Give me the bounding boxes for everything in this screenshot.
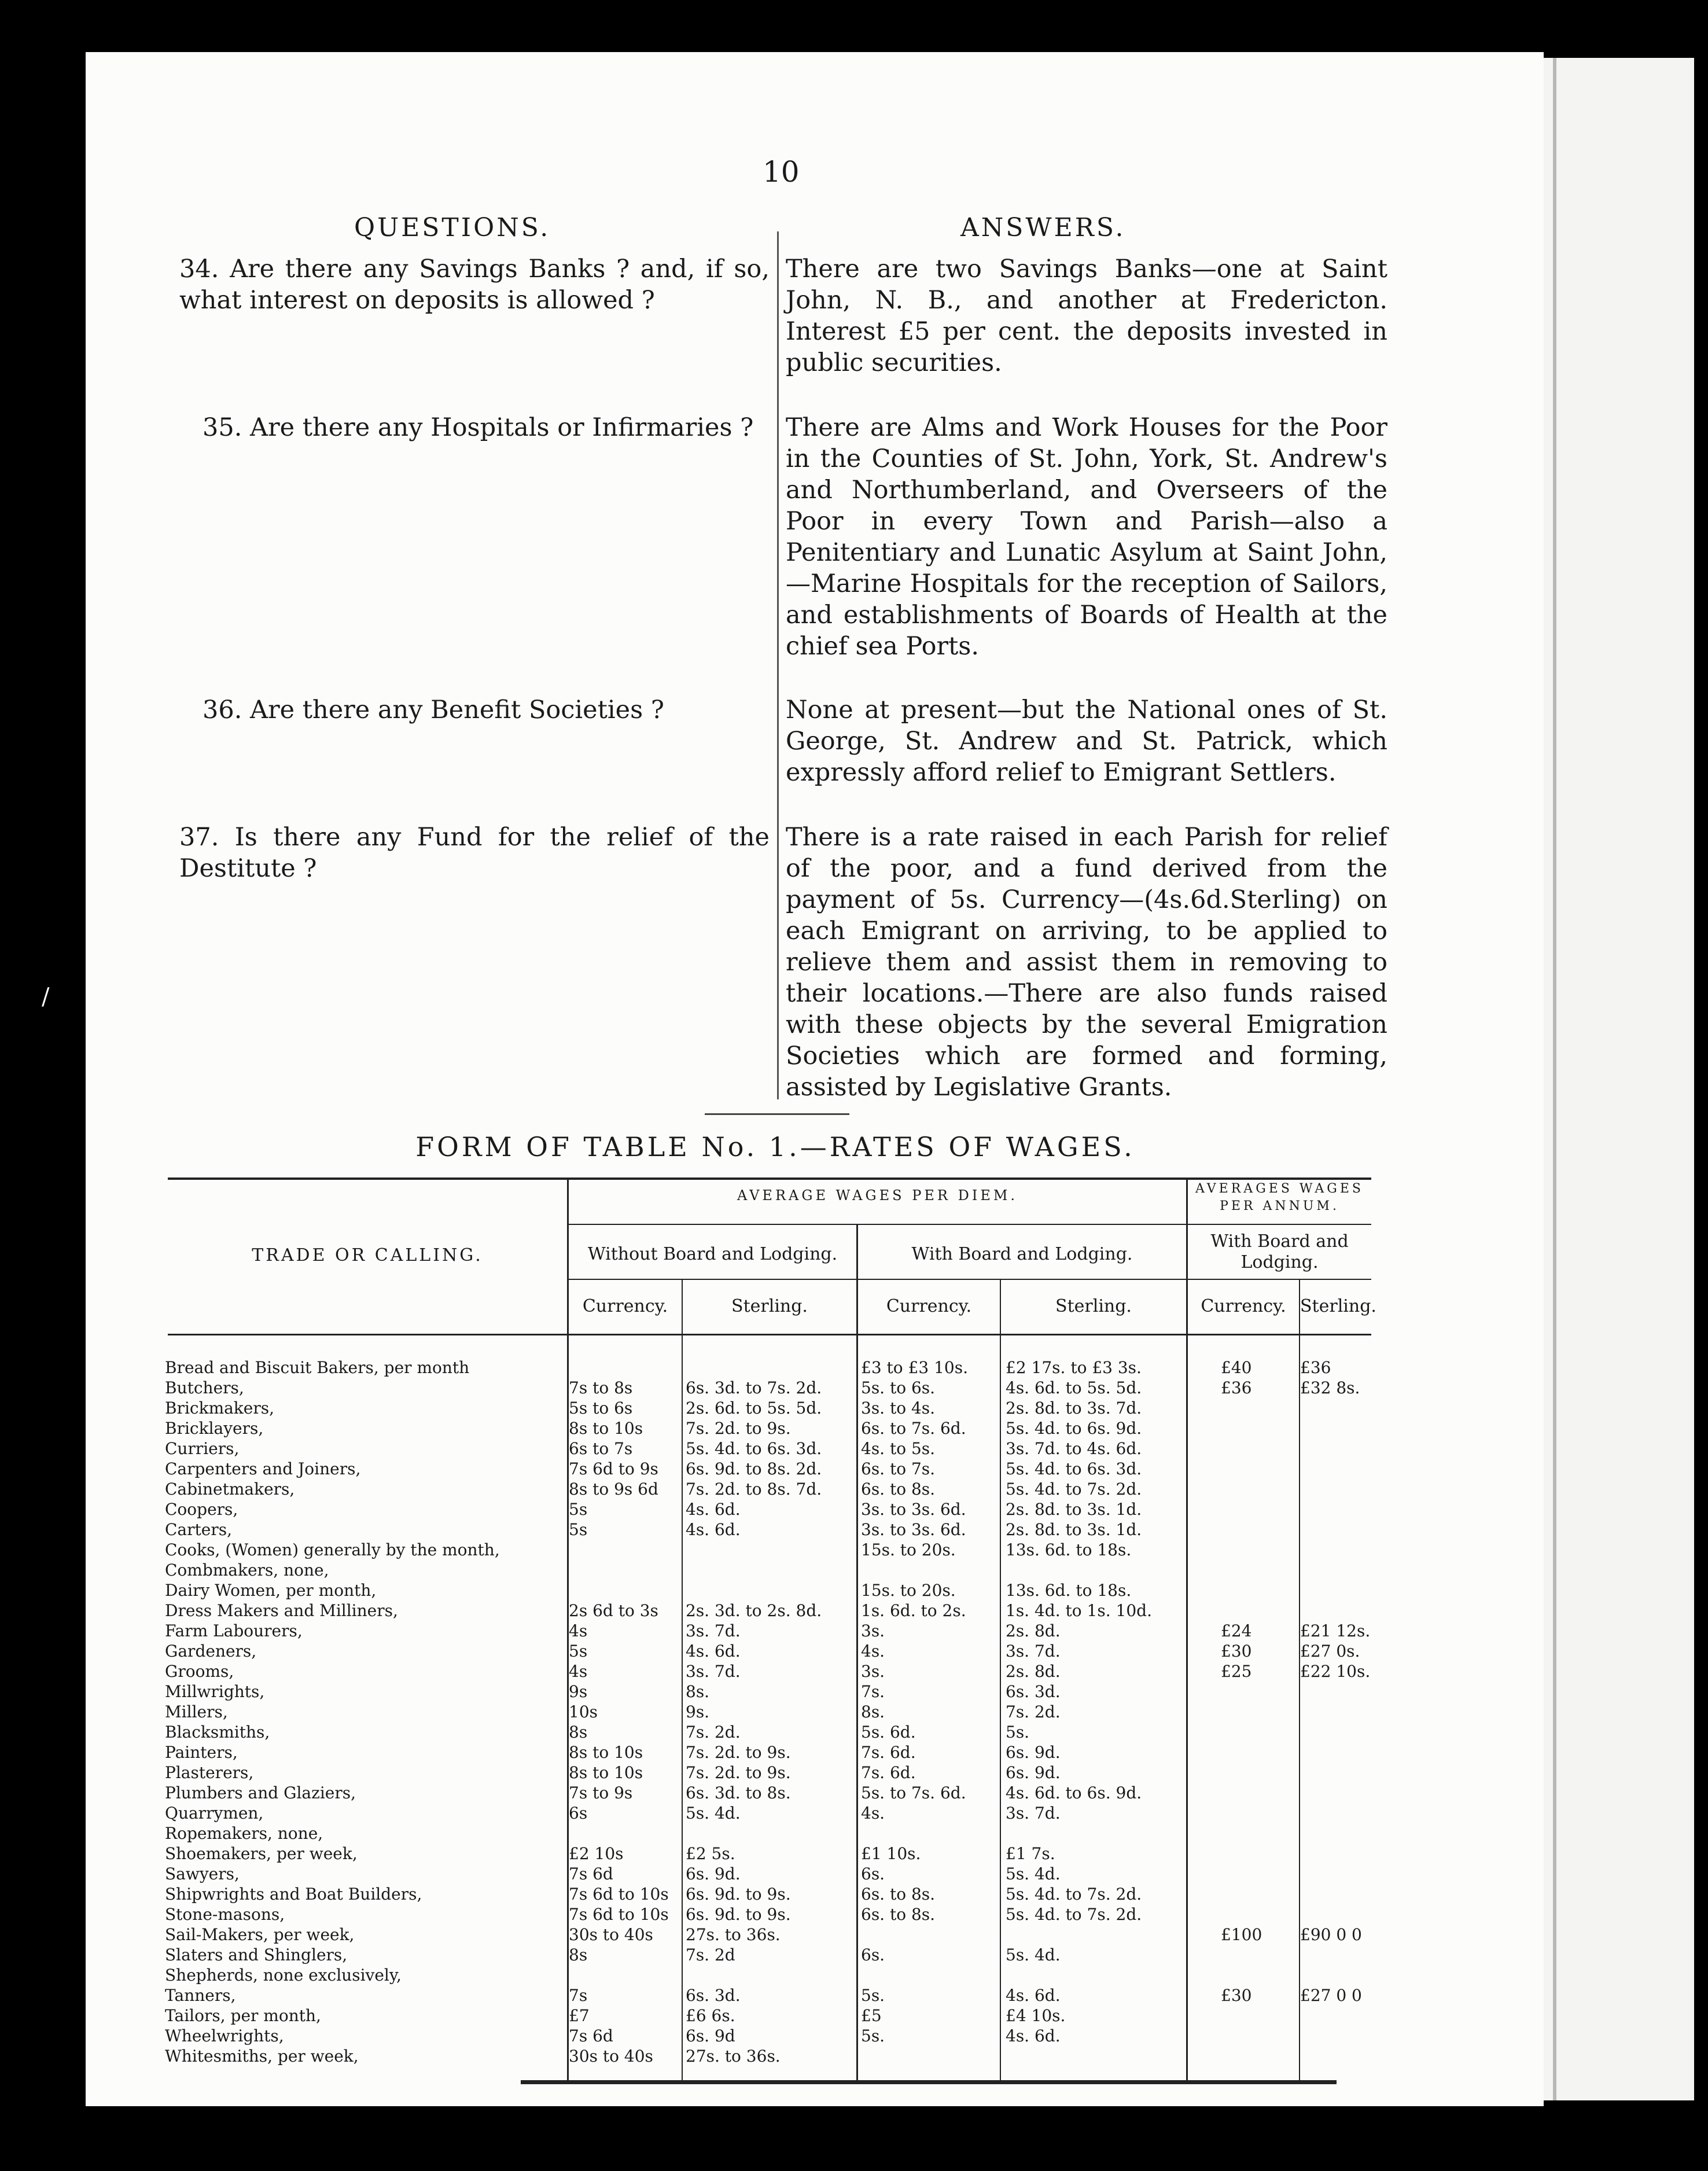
cell-with-sterling: £1 7s. bbox=[1006, 1844, 1055, 1863]
column-divider bbox=[777, 231, 779, 1099]
cell-with-sterling: £2 17s. to £3 3s. bbox=[1006, 1358, 1142, 1377]
scan-mark: / bbox=[42, 984, 50, 1010]
cell-without-sterling: 7s. 2d. to 9s. bbox=[686, 1743, 791, 1762]
trade-cell: Brickmakers, bbox=[165, 1399, 274, 1418]
cell-with-currency: £3 to £3 10s. bbox=[861, 1358, 968, 1377]
cell-with-currency: 6s. bbox=[861, 1864, 885, 1883]
trade-cell: Combmakers, none, bbox=[165, 1561, 329, 1580]
questions-heading: QUESTIONS. bbox=[354, 213, 551, 242]
cell-without-sterling: 6s. 3d. bbox=[686, 1986, 741, 2005]
cell-without-sterling: 6s. 9d. to 9s. bbox=[686, 1885, 791, 1904]
cell-with-sterling: 5s. 4d. bbox=[1006, 1864, 1061, 1883]
header-currency-1: Currency. bbox=[582, 1296, 668, 1316]
cell-with-currency: 8s. bbox=[861, 1702, 885, 1721]
answer-36: None at present—but the National ones of St. George, St. Andrew and St. Patrick, which expressly afford relief to Emigrant Settlers. bbox=[786, 696, 1387, 787]
cell-with-currency: 3s. bbox=[861, 1662, 885, 1681]
question-35: 35. Are there any Hospitals or Infirmaries ? bbox=[203, 413, 754, 442]
cell-with-currency: 4s. bbox=[861, 1642, 885, 1661]
cell-with-sterling: 1s. 4d. to 1s. 10d. bbox=[1006, 1601, 1152, 1620]
trade-cell: Tailors, per month, bbox=[165, 2006, 321, 2025]
cell-without-sterling: 7s. 2d. to 8s. 7d. bbox=[686, 1480, 822, 1499]
trade-cell: Slaters and Shinglers, bbox=[165, 1945, 348, 1964]
cell-annum-currency: £40 bbox=[1221, 1358, 1252, 1377]
header-with-board: With Board and Lodging. bbox=[911, 1244, 1133, 1264]
answer-34: There are two Savings Banks—one at Saint John, N. B., and another at Fredericton. Interest £5 per cent. the deposits invested in public securities. bbox=[786, 255, 1387, 377]
cell-with-sterling: 6s. 9d. bbox=[1006, 1743, 1061, 1762]
answers-heading: ANSWERS. bbox=[960, 213, 1126, 242]
cell-annum-sterling: £27 0 0 bbox=[1300, 1986, 1362, 2005]
trade-cell: Blacksmiths, bbox=[165, 1723, 270, 1742]
cell-annum-sterling: £22 10s. bbox=[1300, 1662, 1371, 1681]
cell-without-currency: 7s 6d to 10s bbox=[569, 1905, 669, 1924]
cell-without-currency: 6s to 7s bbox=[569, 1439, 633, 1458]
cell-with-currency: 3s. bbox=[861, 1621, 885, 1640]
question-37: 37. Is there any Fund for the relief of the Destitute ? bbox=[179, 823, 770, 883]
trade-cell: Plumbers and Glaziers, bbox=[165, 1783, 356, 1802]
trade-cell: Carpenters and Joiners, bbox=[165, 1459, 361, 1478]
trade-cell: Sawyers, bbox=[165, 1864, 240, 1883]
trade-cell: Tanners, bbox=[165, 1986, 236, 2005]
cell-without-currency: 7s bbox=[569, 1986, 588, 2005]
header-currency-2: Currency. bbox=[886, 1296, 972, 1316]
table-hrule-2 bbox=[567, 1279, 1371, 1280]
header-with-board-annum: With Board and Lodging. bbox=[1210, 1231, 1349, 1272]
trade-cell: Carters, bbox=[165, 1520, 232, 1539]
cell-with-sterling: 2s. 8d. bbox=[1006, 1621, 1061, 1640]
cell-with-currency: 1s. 6d. to 2s. bbox=[861, 1601, 966, 1620]
cell-with-sterling: 3s. 7d. to 4s. 6d. bbox=[1006, 1439, 1142, 1458]
question-34: 34. Are there any Savings Banks ? and, if so, what interest on deposits is allowed ? bbox=[179, 255, 770, 315]
cell-annum-currency: £25 bbox=[1221, 1662, 1252, 1681]
trade-cell: Farm Labourers, bbox=[165, 1621, 303, 1640]
answer-37: There is a rate raised in each Parish for relief of the poor, and a fund derived from the payment of 5s. Currency—(4s.6d.Sterling) on each Emigrant on arriving, to be applied to relieve them and assist them in removing to their locations.—There are also funds raised with these objects by the several Emigration Societies which are formed and forming, assisted by Legislative Grants. bbox=[786, 823, 1387, 1102]
cell-without-currency: 8s to 10s bbox=[569, 1763, 643, 1782]
cell-with-sterling: 2s. 8d. bbox=[1006, 1662, 1061, 1681]
cell-without-sterling: 4s. 6d. bbox=[686, 1642, 741, 1661]
cell-with-currency: 15s. to 20s. bbox=[861, 1540, 956, 1559]
header-without-board: Without Board and Lodging. bbox=[587, 1244, 838, 1264]
cell-without-sterling: 7s. 2d. to 9s. bbox=[686, 1763, 791, 1782]
cell-with-sterling: 2s. 8d. to 3s. 7d. bbox=[1006, 1399, 1142, 1418]
cell-annum-sterling: £36 bbox=[1300, 1358, 1331, 1377]
table-bottom-rule bbox=[521, 2080, 1337, 2084]
cell-with-sterling: 6s. 9d. bbox=[1006, 1763, 1061, 1782]
cell-without-currency: 4s bbox=[569, 1621, 588, 1640]
cell-without-currency: 8s to 9s 6d bbox=[569, 1480, 658, 1499]
cell-with-currency: 5s. bbox=[861, 2026, 885, 2045]
cell-without-sterling: 2s. 3d. to 2s. 8d. bbox=[686, 1601, 822, 1620]
cell-with-currency: 3s. to 3s. 6d. bbox=[861, 1500, 966, 1519]
trade-cell: Wheelwrights, bbox=[165, 2026, 284, 2045]
trade-cell: Quarrymen, bbox=[165, 1804, 264, 1823]
cell-annum-sterling: £32 8s. bbox=[1300, 1378, 1360, 1397]
table-vrule-3 bbox=[1000, 1279, 1001, 2083]
cell-with-sterling: 2s. 8d. to 3s. 1d. bbox=[1006, 1500, 1142, 1519]
cell-without-currency: 4s bbox=[569, 1662, 588, 1681]
cell-without-currency: 2s 6d to 3s bbox=[569, 1601, 658, 1620]
cell-with-sterling: 3s. 7d. bbox=[1006, 1804, 1061, 1823]
cell-without-sterling: 3s. 7d. bbox=[686, 1621, 741, 1640]
cell-without-sterling: 8s. bbox=[686, 1682, 710, 1701]
cell-with-currency: £5 bbox=[861, 2006, 882, 2025]
cell-without-currency: £7 bbox=[569, 2006, 590, 2025]
cell-with-sterling: 5s. 4d. to 6s. 3d. bbox=[1006, 1459, 1142, 1478]
cell-with-currency: 5s. to 6s. bbox=[861, 1378, 936, 1397]
trade-cell: Millwrights, bbox=[165, 1682, 265, 1701]
cell-without-sterling: £6 6s. bbox=[686, 2006, 735, 2025]
cell-annum-sterling: £27 0s. bbox=[1300, 1642, 1360, 1661]
cell-without-sterling: 2s. 6d. to 5s. 5d. bbox=[686, 1399, 822, 1418]
cell-without-sterling: 7s. 2d. to 9s. bbox=[686, 1419, 791, 1438]
trade-cell: Bricklayers, bbox=[165, 1419, 264, 1438]
header-per-diem: AVERAGE WAGES PER DIEM. bbox=[737, 1187, 1018, 1204]
cell-with-sterling: 4s. 6d. to 5s. 5d. bbox=[1006, 1378, 1142, 1397]
cell-with-sterling: 5s. 4d. to 7s. 2d. bbox=[1006, 1885, 1142, 1904]
cell-without-sterling: 6s. 9d. bbox=[686, 1864, 741, 1883]
cell-without-currency: 8s to 10s bbox=[569, 1743, 643, 1762]
trade-cell: Cooks, (Women) generally by the month, bbox=[165, 1540, 500, 1559]
header-trade: TRADE OR CALLING. bbox=[252, 1245, 483, 1265]
cell-without-currency: 30s to 40s bbox=[569, 2047, 653, 2066]
cell-annum-sterling: £21 12s. bbox=[1300, 1621, 1371, 1640]
cell-with-currency: 3s. to 4s. bbox=[861, 1399, 936, 1418]
page-fold-shadow bbox=[1553, 58, 1556, 2100]
trade-cell: Gardeners, bbox=[165, 1642, 257, 1661]
cell-with-sterling: 6s. 3d. bbox=[1006, 1682, 1061, 1701]
table-vrule-2 bbox=[856, 1224, 858, 2083]
cell-without-currency: 30s to 40s bbox=[569, 1925, 653, 1944]
cell-without-sterling: 7s. 2d bbox=[686, 1945, 735, 1964]
cell-with-currency: 5s. 6d. bbox=[861, 1723, 916, 1742]
cell-without-currency: 7s 6d to 9s bbox=[569, 1459, 658, 1478]
table-title: FORM OF TABLE No. 1.—RATES OF WAGES. bbox=[415, 1131, 1135, 1162]
header-sterling-1: Sterling. bbox=[731, 1296, 808, 1316]
trade-cell: Whitesmiths, per week, bbox=[165, 2047, 359, 2066]
cell-with-currency: 15s. to 20s. bbox=[861, 1581, 956, 1600]
cell-without-currency: 10s bbox=[569, 1702, 598, 1721]
cell-without-currency: 5s bbox=[569, 1500, 588, 1519]
cell-with-sterling: 5s. 4d. bbox=[1006, 1945, 1061, 1964]
cell-without-currency: 6s bbox=[569, 1804, 588, 1823]
cell-annum-currency: £24 bbox=[1221, 1621, 1252, 1640]
cell-without-sterling: 27s. to 36s. bbox=[686, 2047, 781, 2066]
cell-with-sterling: 5s. 4d. to 6s. 9d. bbox=[1006, 1419, 1142, 1438]
section-separator bbox=[705, 1113, 849, 1115]
cell-annum-currency: £30 bbox=[1221, 1986, 1252, 2005]
cell-with-sterling: 5s. 4d. to 7s. 2d. bbox=[1006, 1480, 1142, 1499]
table-hrule-3 bbox=[168, 1334, 1371, 1335]
header-currency-3: Currency. bbox=[1201, 1296, 1286, 1316]
cell-with-currency: 6s. to 8s. bbox=[861, 1480, 936, 1499]
trade-cell: Bread and Biscuit Bakers, per month bbox=[165, 1358, 470, 1377]
cell-without-currency: 7s to 9s bbox=[569, 1783, 633, 1802]
cell-without-currency: 7s to 8s bbox=[569, 1378, 633, 1397]
cell-with-currency: 6s. bbox=[861, 1945, 885, 1964]
cell-with-sterling: 7s. 2d. bbox=[1006, 1702, 1061, 1721]
cell-without-sterling: 9s. bbox=[686, 1702, 710, 1721]
answer-35: There are Alms and Work Houses for the Poor in the Counties of St. John, York, St. Andrew's and Northumberland, and Overseers of the Poor in every Town and Parish—also a Penitentiary and Lunatic Asylum at Saint John,—Marine Hospitals for the reception of Sailors, and establishments of Boards of Health at the chief sea Ports. bbox=[786, 413, 1387, 661]
cell-without-currency: 9s bbox=[569, 1682, 588, 1701]
cell-without-currency: 5s bbox=[569, 1642, 588, 1661]
cell-without-sterling: 5s. 4d. to 6s. 3d. bbox=[686, 1439, 822, 1458]
header-per-annum: AVERAGES WAGES PER ANNUM. bbox=[1195, 1182, 1364, 1213]
cell-with-currency: 4s. to 5s. bbox=[861, 1439, 936, 1458]
cell-without-sterling: 7s. 2d. bbox=[686, 1723, 741, 1742]
trade-cell: Stone-masons, bbox=[165, 1905, 285, 1924]
cell-with-currency: 6s. to 7s. bbox=[861, 1459, 936, 1478]
cell-with-sterling: 4s. 6d. to 6s. 9d. bbox=[1006, 1783, 1142, 1802]
adjacent-page-edge bbox=[1544, 58, 1694, 2100]
trade-cell: Shipwrights and Boat Builders, bbox=[165, 1885, 422, 1904]
cell-without-sterling: 27s. to 36s. bbox=[686, 1925, 781, 1944]
cell-with-currency: 7s. 6d. bbox=[861, 1743, 916, 1762]
trade-cell: Painters, bbox=[165, 1743, 238, 1762]
cell-without-currency: 7s 6d bbox=[569, 2026, 613, 2045]
cell-with-currency: 7s. bbox=[861, 1682, 885, 1701]
cell-with-currency: 6s. to 8s. bbox=[861, 1885, 936, 1904]
cell-with-sterling: £4 10s. bbox=[1006, 2006, 1066, 2025]
cell-with-currency: 6s. to 8s. bbox=[861, 1905, 936, 1924]
trade-cell: Coopers, bbox=[165, 1500, 238, 1519]
cell-with-currency: 6s. to 7s. 6d. bbox=[861, 1419, 966, 1438]
cell-without-sterling: 6s. 3d. to 7s. 2d. bbox=[686, 1378, 822, 1397]
cell-without-currency: 5s bbox=[569, 1520, 588, 1539]
cell-with-currency: 4s. bbox=[861, 1804, 885, 1823]
cell-with-currency: 5s. to 7s. 6d. bbox=[861, 1783, 966, 1802]
page-number: 10 bbox=[763, 155, 800, 189]
cell-without-sterling: £2 5s. bbox=[686, 1844, 735, 1863]
cell-without-currency: 8s bbox=[569, 1945, 588, 1964]
cell-without-sterling: 5s. 4d. bbox=[686, 1804, 741, 1823]
cell-with-currency: 5s. bbox=[861, 1986, 885, 2005]
cell-with-sterling: 2s. 8d. to 3s. 1d. bbox=[1006, 1520, 1142, 1539]
cell-with-currency: 7s. 6d. bbox=[861, 1763, 916, 1782]
cell-without-currency: 7s 6d to 10s bbox=[569, 1885, 669, 1904]
trade-cell: Shoemakers, per week, bbox=[165, 1844, 358, 1863]
cell-without-currency: 7s 6d bbox=[569, 1864, 613, 1883]
trade-cell: Plasterers, bbox=[165, 1763, 254, 1782]
cell-without-sterling: 6s. 9d. to 9s. bbox=[686, 1905, 791, 1924]
cell-annum-sterling: £90 0 0 bbox=[1300, 1925, 1362, 1944]
header-sterling-3: Sterling. bbox=[1300, 1296, 1376, 1316]
trade-cell: Dairy Women, per month, bbox=[165, 1581, 377, 1600]
header-sterling-2: Sterling. bbox=[1055, 1296, 1132, 1316]
cell-without-currency: 5s to 6s bbox=[569, 1399, 633, 1418]
trade-cell: Butchers, bbox=[165, 1378, 244, 1397]
cell-with-sterling: 4s. 6d. bbox=[1006, 1986, 1061, 2005]
cell-with-sterling: 13s. 6d. to 18s. bbox=[1006, 1540, 1132, 1559]
cell-without-sterling: 4s. 6d. bbox=[686, 1520, 741, 1539]
trade-cell: Grooms, bbox=[165, 1662, 234, 1681]
trade-cell: Shepherds, none exclusively, bbox=[165, 1966, 402, 1985]
cell-with-sterling: 4s. 6d. bbox=[1006, 2026, 1061, 2045]
cell-without-sterling: 6s. 9d. to 8s. 2d. bbox=[686, 1459, 822, 1478]
cell-with-sterling: 5s. 4d. to 7s. 2d. bbox=[1006, 1905, 1142, 1924]
trade-cell: Sail-Makers, per week, bbox=[165, 1925, 355, 1944]
trade-cell: Dress Makers and Milliners, bbox=[165, 1601, 398, 1620]
cell-with-sterling: 5s. bbox=[1006, 1723, 1030, 1742]
cell-without-currency: 8s bbox=[569, 1723, 588, 1742]
cell-without-sterling: 3s. 7d. bbox=[686, 1662, 741, 1681]
cell-without-currency: 8s to 10s bbox=[569, 1419, 643, 1438]
cell-annum-currency: £36 bbox=[1221, 1378, 1252, 1397]
cell-with-currency: 3s. to 3s. 6d. bbox=[861, 1520, 966, 1539]
table-hrule-1 bbox=[567, 1224, 1371, 1225]
cell-without-sterling: 4s. 6d. bbox=[686, 1500, 741, 1519]
trade-cell: Ropemakers, none, bbox=[165, 1824, 323, 1843]
table-top-rule bbox=[168, 1178, 1371, 1180]
table-vrule-1 bbox=[682, 1279, 683, 2083]
trade-cell: Millers, bbox=[165, 1702, 228, 1721]
cell-annum-currency: £100 bbox=[1221, 1925, 1262, 1944]
cell-without-currency: £2 10s bbox=[569, 1844, 624, 1863]
cell-with-sterling: 3s. 7d. bbox=[1006, 1642, 1061, 1661]
cell-annum-currency: £30 bbox=[1221, 1642, 1252, 1661]
cell-with-sterling: 13s. 6d. to 18s. bbox=[1006, 1581, 1132, 1600]
trade-cell: Curriers, bbox=[165, 1439, 240, 1458]
cell-with-currency: £1 10s. bbox=[861, 1844, 921, 1863]
question-36: 36. Are there any Benefit Societies ? bbox=[203, 696, 664, 724]
cell-without-sterling: 6s. 3d. to 8s. bbox=[686, 1783, 791, 1802]
trade-cell: Cabinetmakers, bbox=[165, 1480, 295, 1499]
cell-without-sterling: 6s. 9d bbox=[686, 2026, 735, 2045]
